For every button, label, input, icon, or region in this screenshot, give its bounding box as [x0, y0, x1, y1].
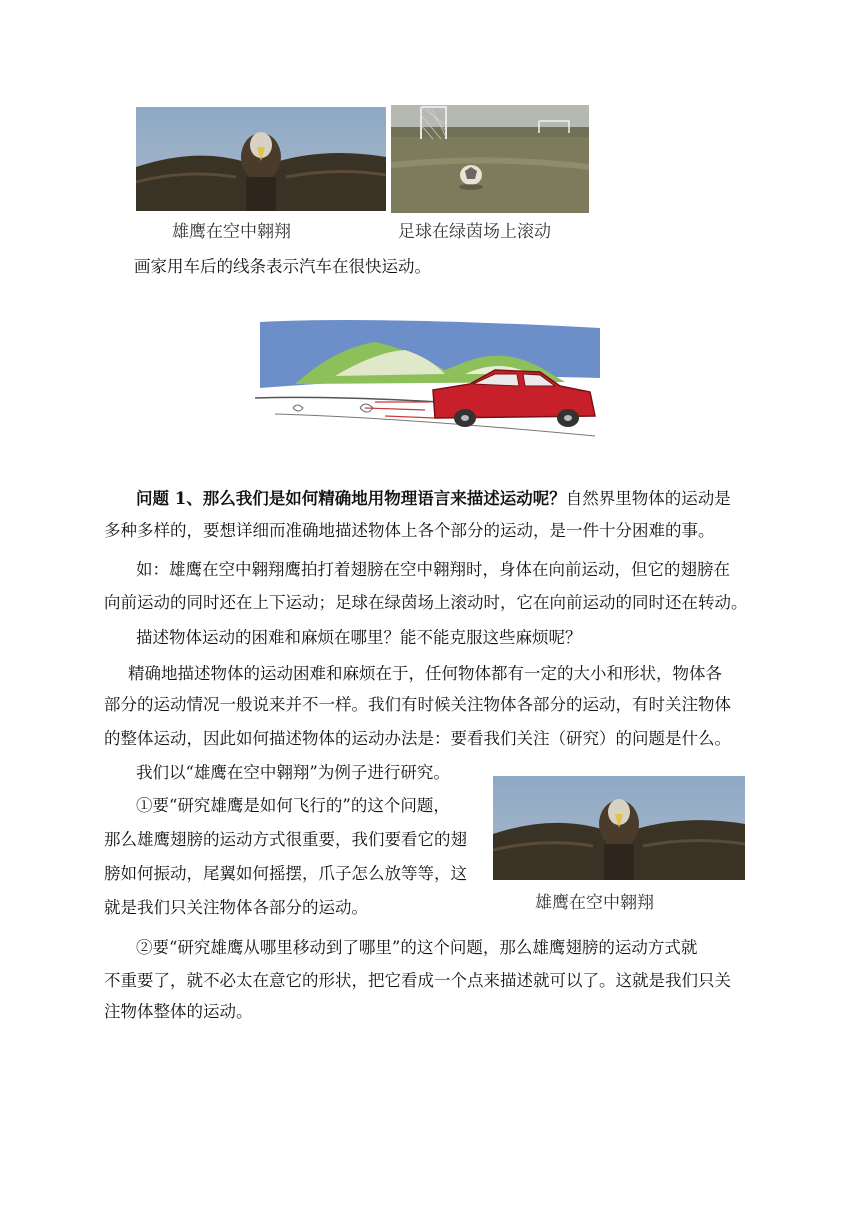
difficulty-answer-1: 精确地描述物体的运动困难和麻烦在于，任何物体都有一定的大小和形状，物体各	[128, 664, 722, 683]
difficulty-answer-3: 的整体运动，因此如何描述物体的运动办法是：要看我们关注（研究）的问题是什么。	[104, 729, 731, 748]
question-1-line	[136, 488, 731, 510]
car-drawing	[255, 318, 605, 440]
football-caption: 足球在绿茵场上滚动	[398, 222, 551, 242]
difficulty-question: 描述物体运动的困难和麻烦在哪里？能不能克服这些麻烦呢？	[136, 628, 582, 647]
point-2-line-2: 不重要了，就不必太在意它的形状，把它看成一个点来描述就可以了。这就是我们只关	[104, 971, 731, 990]
football-field-photo	[391, 105, 589, 213]
point-2-line-1: ②要“研究雄鹰从哪里移动到了哪里”的这个问题，那么雄鹰翅膀的运动方式就	[136, 938, 698, 957]
point-2-line-3: 注物体整体的运动。	[104, 1002, 253, 1021]
question-1-title: 问题 1、那么我们是如何精确地用物理语言来描述运动呢？	[136, 489, 566, 508]
question-1-line-2: 多种多样的，要想详细而准确地描述物体上各个部分的运动，是一件十分困难的事。	[104, 521, 715, 540]
eagle-caption-2: 雄鹰在空中翱翔	[535, 893, 654, 913]
difficulty-answer-2: 部分的运动情况一般说来并不一样。我们有时候关注物体各部分的运动，有时关注物体	[104, 695, 731, 714]
example-intro: 我们以“雄鹰在空中翱翔”为例子进行研究。	[136, 763, 450, 782]
example-line-2: 向前运动的同时还在上下运动；足球在绿茵场上滚动时，它在向前运动的同时还在转动。	[104, 593, 748, 612]
point-1-line-3: 膀如何振动，尾翼如何摇摆，爪子怎么放等等，这	[104, 864, 467, 883]
eagle-photo-2	[493, 776, 745, 880]
point-1-line-1: ①要“研究雄鹰是如何飞行的”的这个问题，	[136, 796, 450, 815]
point-1-line-4: 就是我们只关注物体各部分的运动。	[104, 898, 368, 917]
question-1-rest: 自然界里物体的运动是	[565, 489, 731, 508]
eagle-photo	[136, 107, 386, 211]
point-1-line-2: 那么雄鹰翅膀的运动方式很重要，我们要看它的翅	[104, 830, 467, 849]
eagle-caption: 雄鹰在空中翱翔	[172, 222, 291, 242]
painter-line: 画家用车后的线条表示汽车在很快运动。	[134, 257, 431, 276]
example-line-1: 如：雄鹰在空中翱翔鹰拍打着翅膀在空中翱翔时，身体在向前运动，但它的翅膀在	[136, 560, 730, 579]
